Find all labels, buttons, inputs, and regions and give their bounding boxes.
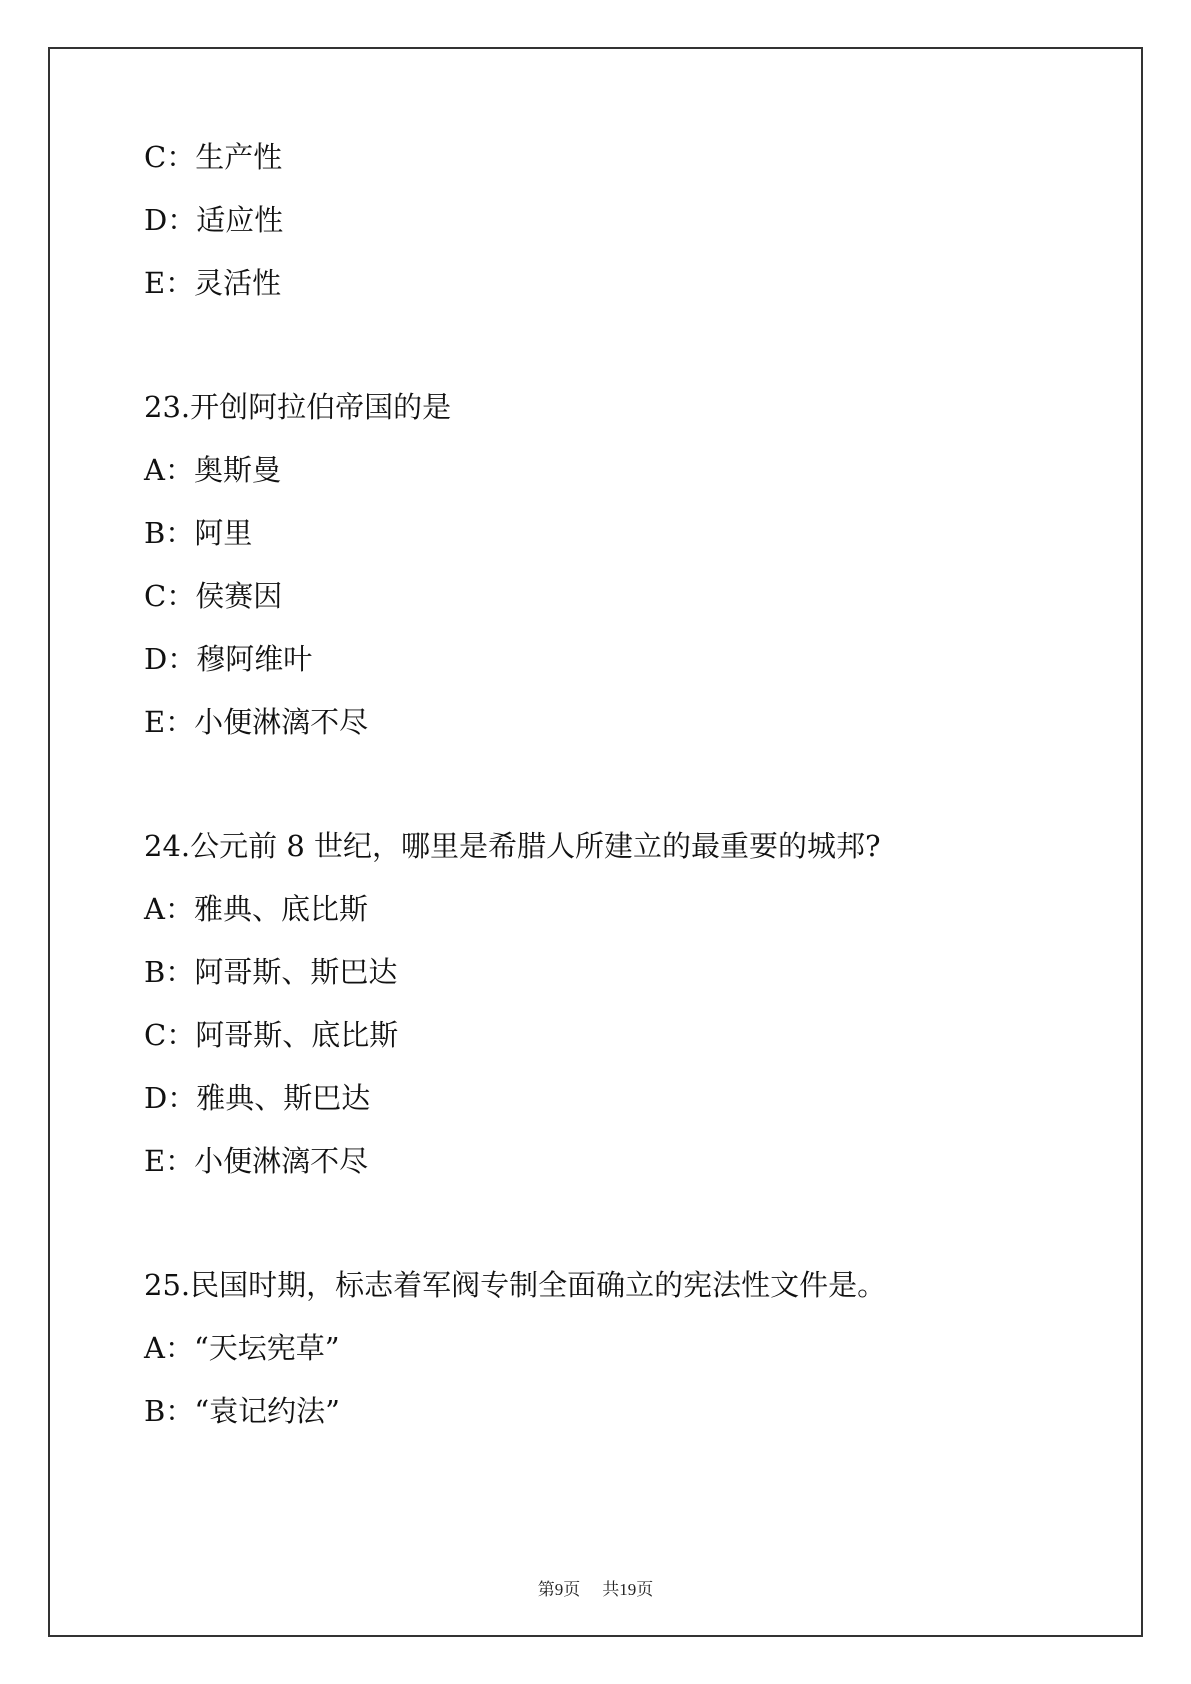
question-stem: 24.公元前 8 世纪，哪里是希腊人所建立的最重要的城邦?: [144, 829, 881, 863]
option-b: [144, 955, 1094, 989]
option-letter: B：: [144, 1394, 195, 1428]
option-c: [144, 579, 1094, 613]
option-letter: D：: [144, 642, 197, 676]
option-letter: E：: [144, 266, 195, 300]
option-c: [144, 1018, 1094, 1052]
option-letter: B：: [144, 955, 195, 989]
option-e: [144, 705, 1094, 739]
question-23: [144, 390, 1094, 739]
option-letter: A：: [144, 1331, 194, 1365]
option-text: “天坛宪草”: [193, 1331, 340, 1365]
option-letter: D：: [144, 1081, 197, 1115]
option-text: 适应性: [196, 203, 284, 237]
option-a: [144, 892, 1094, 926]
question-stem: 25.民国时期，标志着军阀专制全面确立的宪法性文件是。: [144, 1268, 887, 1302]
question-25: [144, 1268, 1094, 1428]
option-text: 阿里: [194, 516, 253, 550]
option-text: 小便淋漓不尽: [194, 1144, 369, 1178]
page-footer: [0, 1575, 1191, 1600]
option-text: 生产性: [195, 140, 283, 174]
option-c: [144, 140, 1094, 174]
option-text: 阿哥斯、底比斯: [195, 1018, 399, 1052]
question-stem: 23.开创阿拉伯帝国的是: [144, 390, 452, 424]
option-b: [144, 516, 1094, 550]
option-letter: B：: [144, 516, 195, 550]
option-d: [144, 1081, 1094, 1115]
question-24: [144, 829, 1094, 1178]
option-letter: E：: [144, 705, 195, 739]
option-e: [144, 1144, 1094, 1178]
option-text: 侯赛因: [195, 579, 283, 613]
option-d: [144, 642, 1094, 676]
option-letter: E：: [144, 1144, 195, 1178]
total-pages: 共19页: [602, 1580, 654, 1599]
option-a: [144, 453, 1094, 487]
option-text: 阿哥斯、斯巴达: [194, 955, 398, 989]
option-text: 小便淋漓不尽: [194, 705, 369, 739]
document-content: [144, 140, 1094, 1457]
option-text: 雅典、底比斯: [193, 892, 368, 926]
option-text: 雅典、斯巴达: [196, 1081, 371, 1115]
option-a: [144, 1331, 1094, 1365]
option-d: [144, 203, 1094, 237]
option-letter: D：: [144, 203, 197, 237]
option-letter: A：: [144, 453, 194, 487]
option-letter: C：: [144, 579, 196, 613]
previous-question-options: [144, 140, 1094, 300]
option-letter: C：: [144, 1018, 196, 1052]
option-letter: C：: [144, 140, 196, 174]
option-text: “袁记约法”: [194, 1394, 340, 1428]
option-e: [144, 266, 1094, 300]
option-text: 灵活性: [194, 266, 282, 300]
option-letter: A：: [144, 892, 194, 926]
option-text: 奥斯曼: [193, 453, 281, 487]
option-text: 穆阿维叶: [196, 642, 313, 676]
option-b: [144, 1394, 1094, 1428]
page-number: 第9页: [537, 1580, 581, 1599]
